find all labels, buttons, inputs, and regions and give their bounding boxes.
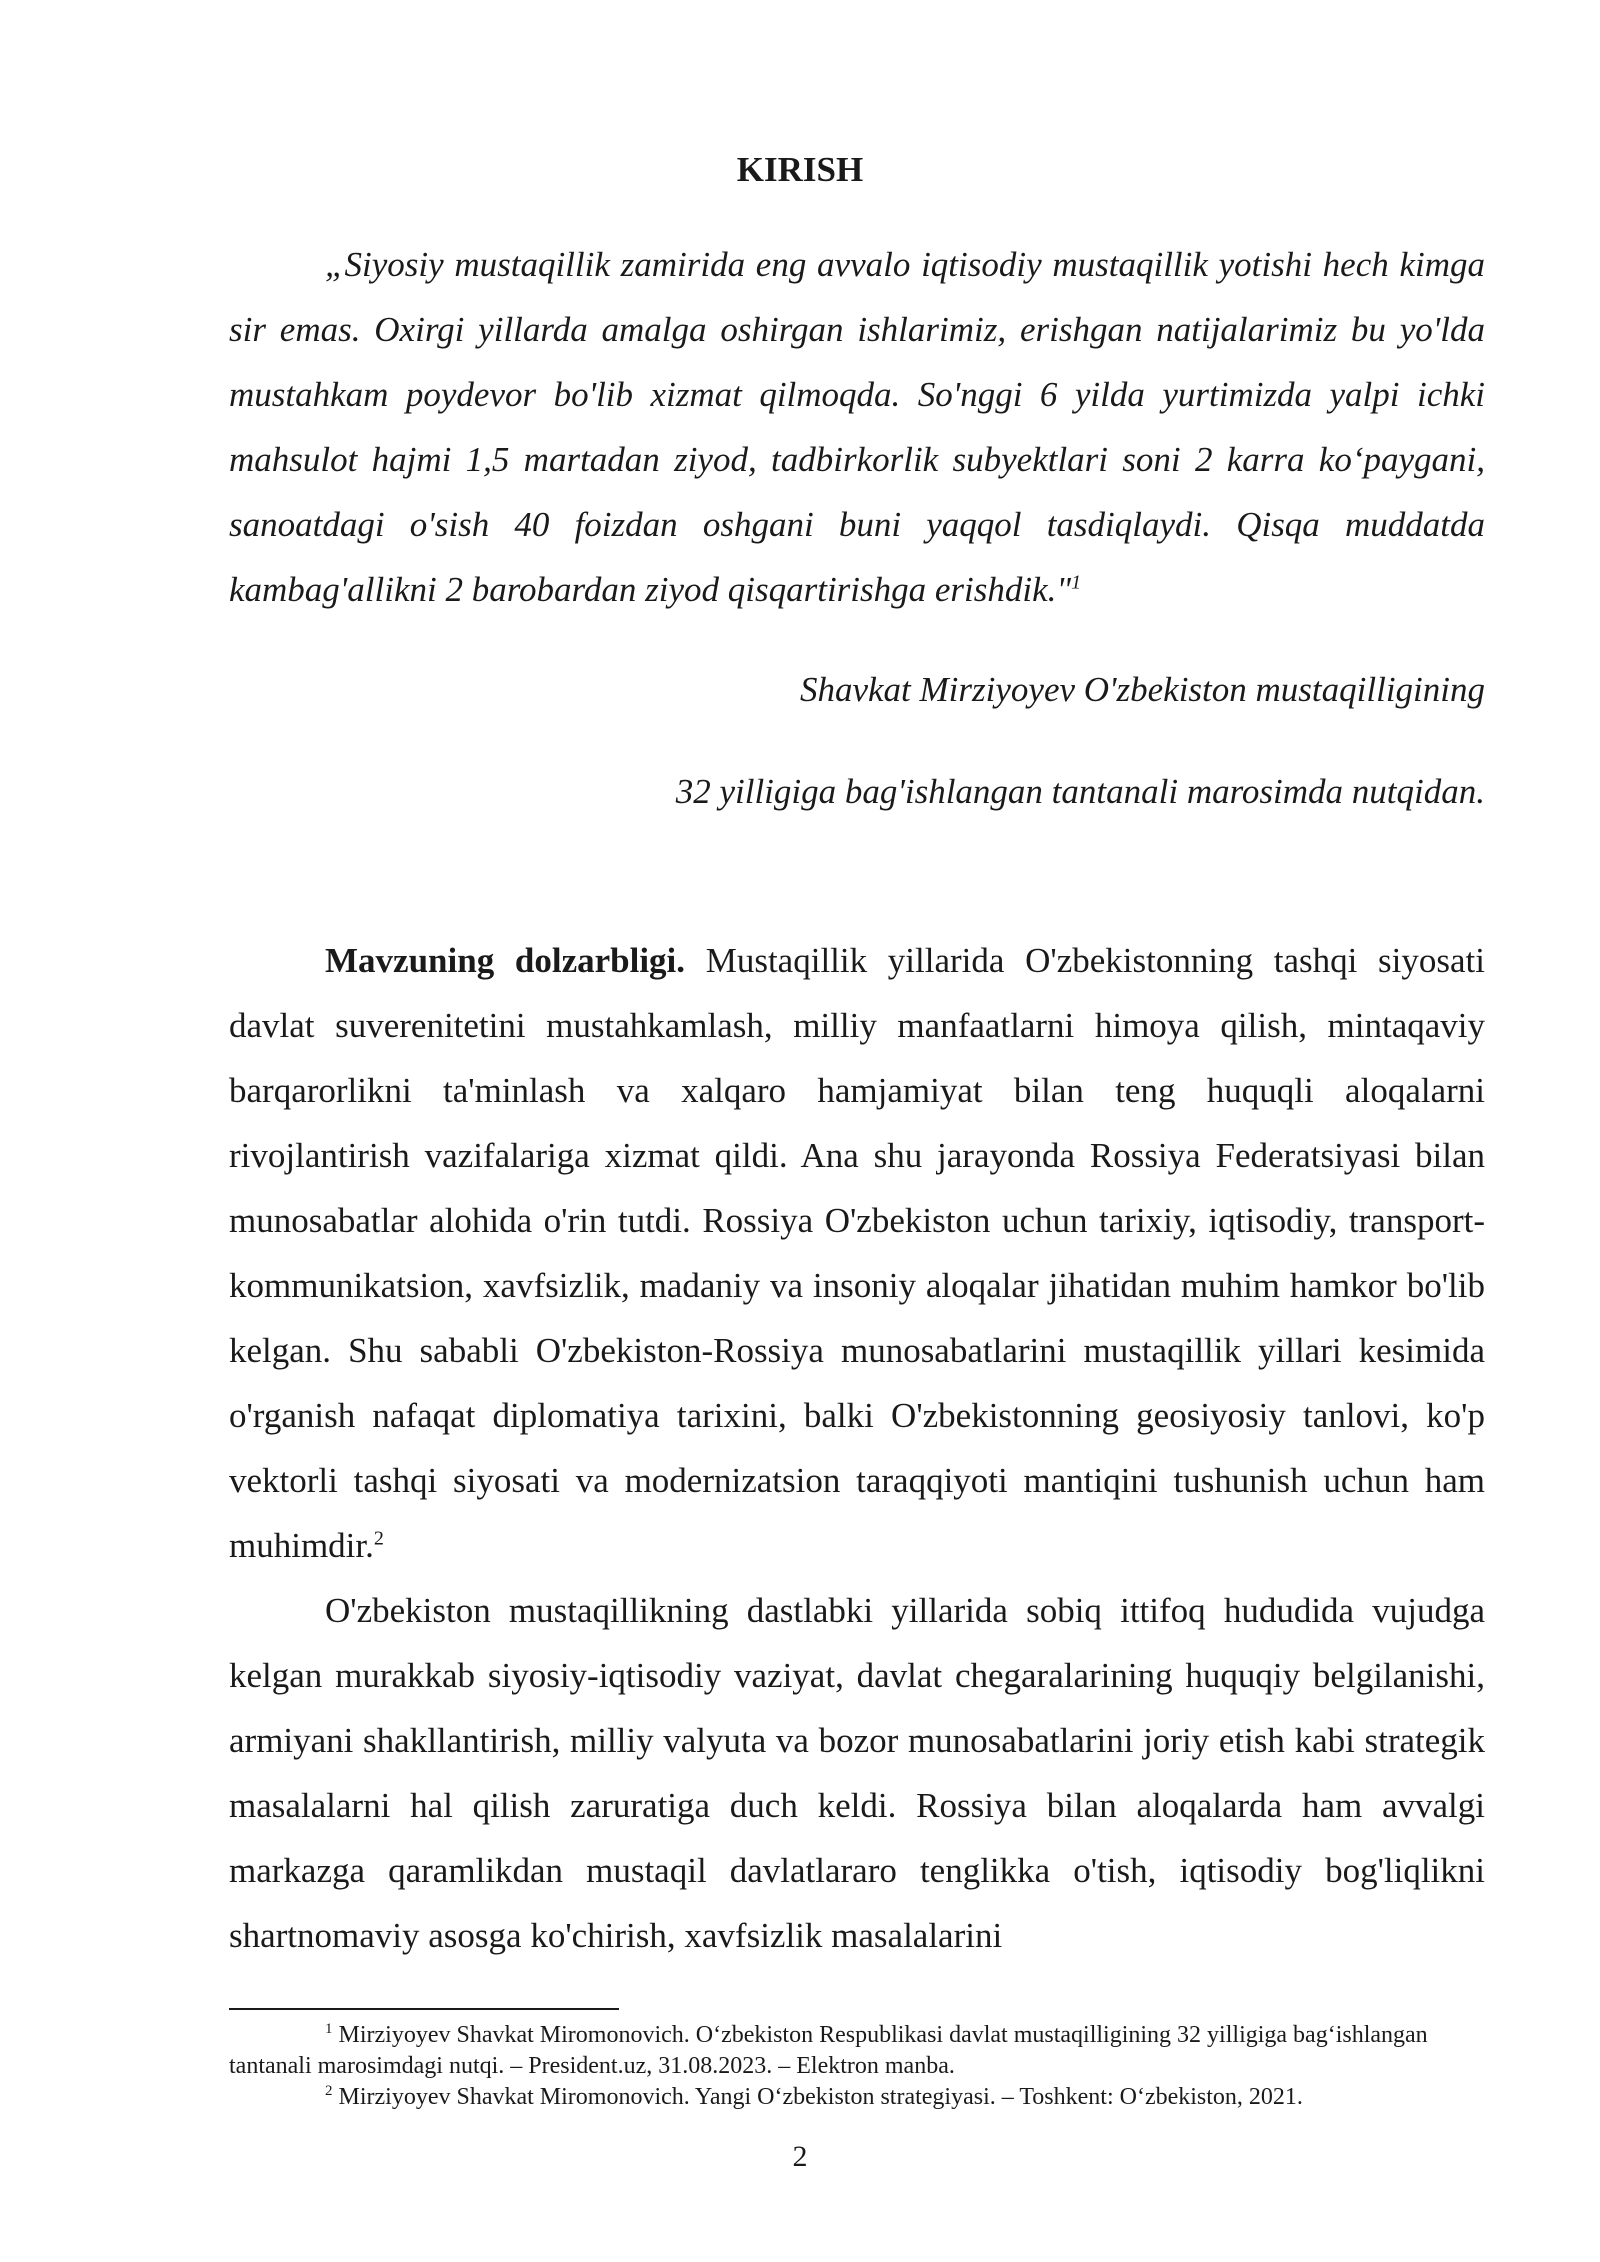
epigraph-attribution-line-1: Shavkat Mirziyoyev O'zbekiston mustaqilligining [799,670,1485,709]
footnote-text: Mirziyoyev Shavkat Miromonovich. Yangi O‘zbekiston strategiyasi. – Toshkent: O‘zbekiston, 2021. [332,2084,1303,2110]
body-text [229,928,1485,1968]
paragraph-early-years: O'zbekiston mustaqillikning dastlabki yillarida sobiq ittifoq hududida vujudga kelgan murakkab siyosiy-iqtisodiy vaziyat, davlat chegaralarining huquqiy belgilanishi, armiyani shakllantirish, milliy valyuta va bozor munosabatlarini joriy etish kabi strategik masalalarni hal qilish zaruratiga duch keldi. Rossiya bilan aloqalarda ham avvalgi markazga qaramlikdan mustaqil davlatlararo tenglikka o'tish, iqtisodiy bog'liqlikni shartnomaviy asosga ko'chirish, xavfsizlik masalalarini [229,1591,1485,1955]
footnote-text: Mirziyoyev Shavkat Miromonovich. O‘zbekiston Respublikasi davlat mustaqilligining 32 yilligiga bag‘ishlangan tantanali marosimdagi nutqi. – President.uz, 31.08.2023. – Elektron manba. [229,2022,1428,2079]
footnotes [229,2020,1485,2113]
paragraph-lead-heading: Mavzuning dolzarbligi. [325,941,686,980]
footnote-1 [229,2020,1485,2082]
footnote-2 [229,2082,1485,2113]
epigraph-text: „Siyosiy mustaqillik zamirida eng avvalo iqtisodiy mustaqillik yotishi hech kimga sir emas. Oxirgi yillarda amalga oshirgan ishlarimiz, erishgan natijalarimiz bu yo'lda mustahkam poydevor bo'lib xizmat qilmoqda. So'nggi 6 yilda yurtimizda yalpi ichki mahsulot hajmi 1,5 martadan ziyod, tadbirkorlik subyektlari soni 2 karra ko‘paygani, sanoatdagi o'sish 40 foizdan oshgani buni yaqqol tasdiqlaydi. Qisqa muddatda kambag'allikni 2 barobardan ziyod qisqartirishga erishdik." [229,245,1485,609]
paragraph-text: Mustaqillik yillarida O'zbekistonning tashqi siyosati davlat suverenitetini mustahkamlash, milliy manfaatlarni himoya qilish, mintaqaviy barqarorlikni ta'minlash va xalqaro hamjamiyat bilan teng huquqli aloqalarni rivojlantirish vazifalariga xizmat qildi. Ana shu jarayonda Rossiya Federatsiyasi bilan munosabatlar alohida o'rin tutdi. Rossiya O'zbekiston uchun tarixiy, iqtisodiy, transport-kommunikatsion, xavfsizlik, madaniy va insoniy aloqalar jihatidan muhim hamkor bo'lib kelgan. Shu sababli O'zbekiston-Rossiya munosabatlarini mustaqillik yillari kesimida o'rganish nafaqat diplomatiya tarixini, balki O'zbekistonning geosiyosiy tanlovi, ko'p vektorli tashqi siyosati va modernizatsion taraqqiyoti mantiqini tushunish uchun ham muhimdir. [229,941,1485,1565]
paragraph-relevance [229,928,1485,1578]
epigraph-attribution-line-2: 32 yilligiga bag'ishlangan tantanali marosimda nutqidan. [675,772,1485,811]
footnote-number: 2 [325,2083,333,2099]
page-number: 2 [792,2140,808,2173]
footnote-number: 1 [325,2021,333,2037]
section-title: KIRISH [736,150,864,189]
footnote-separator [229,2008,619,2010]
footnote-ref-2: 2 [373,1527,384,1550]
footnote-ref-1: 1 [1071,571,1082,594]
epigraph-quote [229,232,1485,622]
